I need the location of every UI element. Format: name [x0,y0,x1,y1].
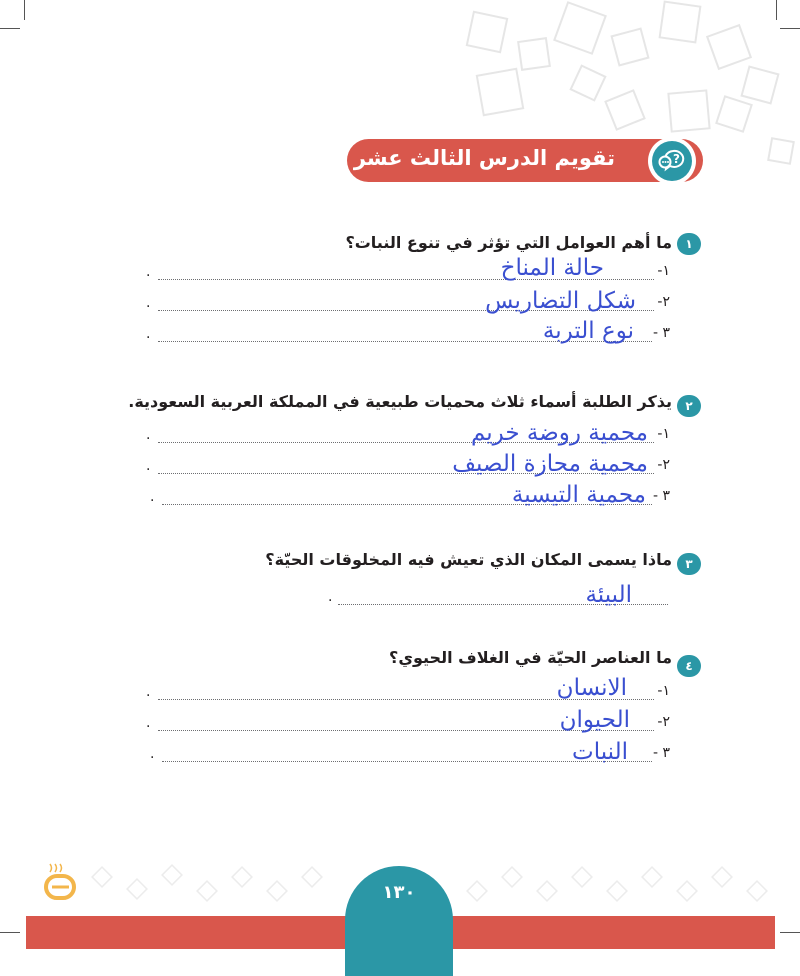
page-number: ١٣٠ [382,882,416,903]
answer-line-end: . [146,715,151,731]
crop-mark [0,28,20,29]
handwritten-answer: محمية محازة الصيف [452,451,648,477]
answer-number: ٣ - [652,745,670,761]
answer-number: ٢- [657,714,670,730]
question-number-badge: ٣ [677,553,701,575]
answer-number: ٢- [657,294,670,310]
banner-title: تقويم الدرس الثالث عشر [353,146,615,170]
question-text: يذكر الطلبة أسماء ثلاث محميات طبيعية في المملكة العربية السعودية. [128,392,672,411]
publisher-logo-icon [43,860,77,908]
answer-number: ١- [657,683,670,699]
crop-mark [780,932,800,933]
answer-number: ١- [657,426,670,442]
crop-mark [780,28,800,29]
answer-number: ١- [657,263,670,279]
answer-line-end: . [146,264,151,280]
answer-line-end: . [146,326,151,342]
question-text: ما أهم العوامل التي تؤثر في تنوع النبات؟ [345,233,672,252]
handwritten-answer: شكل التضاريس [485,288,636,314]
handwritten-answer: حالة المناخ [500,255,604,281]
speech-bubble-question-icon [652,141,692,181]
answer-number: ٣ - [652,325,670,341]
handwritten-answer: محمية التيسية [511,482,646,508]
answer-line-end: . [146,458,151,474]
handwritten-answer: الانسان [556,675,627,701]
answer-line-end: . [150,746,155,762]
answer-line-end: . [150,489,155,505]
handwritten-answer: النبات [572,739,628,765]
question-text: ماذا يسمى المكان الذي تعيش فيه المخلوقات الحيّة؟ [265,550,672,569]
handwritten-answer: البيئة [585,582,632,608]
answer-number: ٢- [657,457,670,473]
crop-mark [0,932,20,933]
answer-line-end: . [146,684,151,700]
handwritten-answer: نوع التربة [542,318,634,344]
answer-line-end: . [146,295,151,311]
answer-number: ٣ - [652,488,670,504]
question-number-badge: ٢ [677,395,701,417]
crop-mark [776,0,777,20]
handwritten-answer: محمية روضة خريم [470,420,648,446]
question-text: ما العناصر الحيّة في الغلاف الحيوي؟ [389,648,672,667]
svg-text:?: ? [673,152,680,166]
question-number-badge: ١ [677,233,701,255]
handwritten-answer: الحيوان [559,707,630,733]
crop-mark [24,0,25,20]
answer-line-end: . [146,427,151,443]
question-number-badge: ٤ [677,655,701,677]
answer-line-end: . [328,589,333,605]
